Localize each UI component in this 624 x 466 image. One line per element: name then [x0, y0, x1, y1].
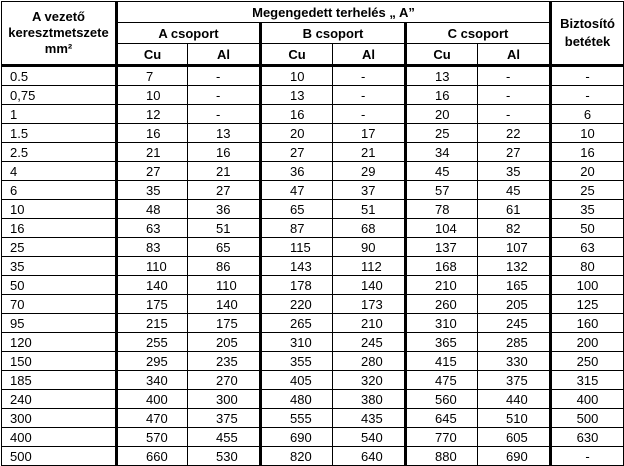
table-row [2, 143, 624, 162]
cell-cross-section: 400 [2, 428, 117, 447]
cell-a-cu: 27 [117, 162, 188, 181]
fuse-header-line1: Biztosító [560, 16, 615, 32]
cell-a-al: 270 [188, 371, 261, 390]
cell-c-al: 107 [478, 238, 551, 257]
cell-b-cu: 310 [261, 333, 333, 352]
cell-cross-section: 240 [2, 390, 117, 409]
cell-c-al: 605 [478, 428, 551, 447]
cell-c-al: 45 [478, 181, 551, 200]
cell-c-cu: 20 [406, 105, 478, 124]
cell-fuse: 400 [551, 390, 624, 409]
group-c-al-header: Al [478, 44, 551, 66]
cell-a-al: 205 [188, 333, 261, 352]
cell-cross-section: 4 [2, 162, 117, 181]
cell-a-al: 235 [188, 352, 261, 371]
cell-cross-section: 10 [2, 200, 117, 219]
cell-a-al: - [188, 86, 261, 105]
cell-b-al: - [333, 105, 406, 124]
group-a-cu-header: Cu [117, 44, 188, 66]
cell-cross-section: 150 [2, 352, 117, 371]
cell-cross-section: 185 [2, 371, 117, 390]
cell-c-cu: 57 [406, 181, 478, 200]
cell-c-cu: 880 [406, 447, 478, 466]
load-table [1, 1, 624, 466]
cell-fuse: 500 [551, 409, 624, 428]
cell-b-cu: 555 [261, 409, 333, 428]
table-row [2, 124, 624, 143]
cell-fuse: 16 [551, 143, 624, 162]
cell-c-cu: 34 [406, 143, 478, 162]
cell-c-al: - [478, 66, 551, 86]
cell-c-al: 690 [478, 447, 551, 466]
cell-b-cu: 10 [261, 66, 333, 86]
cell-a-cu: 16 [117, 124, 188, 143]
cell-cross-section: 120 [2, 333, 117, 352]
cell-b-al: 540 [333, 428, 406, 447]
group-b-al-header: Al [333, 44, 406, 66]
table-row [2, 390, 624, 409]
cell-a-al: 21 [188, 162, 261, 181]
fuse-header [551, 2, 624, 66]
cell-fuse: 630 [551, 428, 624, 447]
cell-c-al: 132 [478, 257, 551, 276]
cell-c-cu: 137 [406, 238, 478, 257]
cell-cross-section: 50 [2, 276, 117, 295]
cell-cross-section: 25 [2, 238, 117, 257]
cell-a-cu: 255 [117, 333, 188, 352]
cell-fuse: 125 [551, 295, 624, 314]
cell-c-cu: 104 [406, 219, 478, 238]
cell-a-al: 65 [188, 238, 261, 257]
cell-b-cu: 115 [261, 238, 333, 257]
table-row [2, 371, 624, 390]
cell-a-al: 175 [188, 314, 261, 333]
cell-cross-section: 1 [2, 105, 117, 124]
cell-b-al: 112 [333, 257, 406, 276]
cell-c-al: 22 [478, 124, 551, 143]
cell-cross-section: 2.5 [2, 143, 117, 162]
cell-b-cu: 27 [261, 143, 333, 162]
cell-c-al: 27 [478, 143, 551, 162]
cell-b-al: - [333, 66, 406, 86]
cross-section-unit: mm² [44, 41, 73, 57]
cell-fuse: - [551, 66, 624, 86]
cell-b-cu: 13 [261, 86, 333, 105]
cell-a-al: 110 [188, 276, 261, 295]
table-row [2, 276, 624, 295]
cell-b-al: 640 [333, 447, 406, 466]
cell-b-cu: 16 [261, 105, 333, 124]
cell-fuse: 50 [551, 219, 624, 238]
cell-c-cu: 645 [406, 409, 478, 428]
cell-c-cu: 13 [406, 66, 478, 86]
cell-fuse: 63 [551, 238, 624, 257]
fuse-header-line2: betétek [564, 34, 611, 49]
cell-b-al: 68 [333, 219, 406, 238]
cell-c-cu: 770 [406, 428, 478, 447]
cell-fuse: - [551, 86, 624, 105]
table-row [2, 66, 624, 86]
cell-c-al: - [478, 105, 551, 124]
table-row [2, 257, 624, 276]
cell-a-cu: 470 [117, 409, 188, 428]
cell-c-cu: 78 [406, 200, 478, 219]
cell-fuse: 315 [551, 371, 624, 390]
cell-b-cu: 65 [261, 200, 333, 219]
cell-c-cu: 168 [406, 257, 478, 276]
cell-b-cu: 355 [261, 352, 333, 371]
cell-fuse: 100 [551, 276, 624, 295]
cell-c-al: 82 [478, 219, 551, 238]
cell-a-al: 375 [188, 409, 261, 428]
load-title: Megengedett terhelés „ A” [117, 2, 551, 23]
cell-cross-section: 35 [2, 257, 117, 276]
cell-a-cu: 10 [117, 86, 188, 105]
group-b-cu-header: Cu [261, 44, 333, 66]
table-row [2, 200, 624, 219]
cell-a-al: 140 [188, 295, 261, 314]
cell-a-cu: 570 [117, 428, 188, 447]
cell-b-al: 210 [333, 314, 406, 333]
cell-b-al: 245 [333, 333, 406, 352]
cell-a-al: 530 [188, 447, 261, 466]
cell-b-al: 140 [333, 276, 406, 295]
group-c-header: C csoport [406, 23, 551, 44]
cell-a-al: 36 [188, 200, 261, 219]
cell-fuse: 6 [551, 105, 624, 124]
cell-b-al: 37 [333, 181, 406, 200]
cell-c-al: 285 [478, 333, 551, 352]
cell-a-cu: 63 [117, 219, 188, 238]
cell-b-cu: 480 [261, 390, 333, 409]
table-row [2, 428, 624, 447]
cell-a-al: 16 [188, 143, 261, 162]
cell-fuse: 25 [551, 181, 624, 200]
cross-section-header-line1: A vezető [32, 8, 85, 24]
cell-a-cu: 12 [117, 105, 188, 124]
cell-c-cu: 45 [406, 162, 478, 181]
table-row [2, 219, 624, 238]
cell-a-cu: 48 [117, 200, 188, 219]
cell-c-cu: 260 [406, 295, 478, 314]
cell-c-cu: 365 [406, 333, 478, 352]
table-row [2, 333, 624, 352]
cell-fuse: 160 [551, 314, 624, 333]
cell-cross-section: 70 [2, 295, 117, 314]
table-row [2, 238, 624, 257]
cell-c-al: 205 [478, 295, 551, 314]
cell-a-al: 455 [188, 428, 261, 447]
table-row [2, 181, 624, 200]
cell-cross-section: 6 [2, 181, 117, 200]
cell-b-al: 173 [333, 295, 406, 314]
group-b-header: B csoport [261, 23, 406, 44]
cell-c-al: 440 [478, 390, 551, 409]
cell-b-al: 29 [333, 162, 406, 181]
cell-c-cu: 310 [406, 314, 478, 333]
cell-a-al: - [188, 105, 261, 124]
cell-b-al: 280 [333, 352, 406, 371]
cell-a-cu: 295 [117, 352, 188, 371]
cell-a-cu: 175 [117, 295, 188, 314]
cell-a-al: 27 [188, 181, 261, 200]
cell-b-cu: 690 [261, 428, 333, 447]
cell-c-al: 245 [478, 314, 551, 333]
cell-fuse: 20 [551, 162, 624, 181]
cell-fuse: 10 [551, 124, 624, 143]
group-a-header: A csoport [117, 23, 261, 44]
group-c-cu-header: Cu [406, 44, 478, 66]
table-row [2, 352, 624, 371]
cell-a-cu: 7 [117, 66, 188, 86]
cell-b-cu: 20 [261, 124, 333, 143]
cell-cross-section: 300 [2, 409, 117, 428]
cell-b-cu: 405 [261, 371, 333, 390]
cell-b-al: 51 [333, 200, 406, 219]
cell-c-al: - [478, 86, 551, 105]
cell-c-al: 510 [478, 409, 551, 428]
cell-a-cu: 21 [117, 143, 188, 162]
table-body [2, 66, 624, 466]
cell-cross-section: 0,75 [2, 86, 117, 105]
cell-a-al: - [188, 66, 261, 86]
cell-cross-section: 16 [2, 219, 117, 238]
cell-a-cu: 35 [117, 181, 188, 200]
cell-c-al: 375 [478, 371, 551, 390]
cell-b-cu: 47 [261, 181, 333, 200]
cell-a-cu: 400 [117, 390, 188, 409]
table-row [2, 447, 624, 466]
cell-b-al: 320 [333, 371, 406, 390]
table-row [2, 409, 624, 428]
cell-cross-section: 95 [2, 314, 117, 333]
cell-cross-section: 1.5 [2, 124, 117, 143]
table-row [2, 162, 624, 181]
cell-b-cu: 265 [261, 314, 333, 333]
cell-b-cu: 87 [261, 219, 333, 238]
cell-c-cu: 475 [406, 371, 478, 390]
cell-b-al: 380 [333, 390, 406, 409]
cell-b-al: 17 [333, 124, 406, 143]
cell-fuse: - [551, 447, 624, 466]
cell-c-al: 61 [478, 200, 551, 219]
cell-b-al: 435 [333, 409, 406, 428]
cell-c-cu: 560 [406, 390, 478, 409]
cell-a-cu: 340 [117, 371, 188, 390]
table-row [2, 105, 624, 124]
cell-c-al: 165 [478, 276, 551, 295]
cell-fuse: 80 [551, 257, 624, 276]
cell-fuse: 250 [551, 352, 624, 371]
cell-c-cu: 415 [406, 352, 478, 371]
cell-a-al: 86 [188, 257, 261, 276]
cell-c-cu: 16 [406, 86, 478, 105]
cell-b-al: 21 [333, 143, 406, 162]
cell-b-cu: 220 [261, 295, 333, 314]
table-row [2, 314, 624, 333]
cell-a-al: 300 [188, 390, 261, 409]
cell-b-cu: 178 [261, 276, 333, 295]
cell-a-cu: 110 [117, 257, 188, 276]
cross-section-header [2, 2, 117, 66]
cell-b-al: - [333, 86, 406, 105]
cell-fuse: 35 [551, 200, 624, 219]
table-row [2, 295, 624, 314]
cell-b-cu: 820 [261, 447, 333, 466]
cell-cross-section: 0.5 [2, 66, 117, 86]
cell-c-cu: 25 [406, 124, 478, 143]
cell-a-cu: 215 [117, 314, 188, 333]
cell-b-al: 90 [333, 238, 406, 257]
cross-section-header-line2: keresztmetszete [8, 24, 109, 40]
cell-a-cu: 660 [117, 447, 188, 466]
table-row [2, 86, 624, 105]
group-a-al-header: Al [188, 44, 261, 66]
cell-b-cu: 143 [261, 257, 333, 276]
cell-a-cu: 83 [117, 238, 188, 257]
cell-c-al: 35 [478, 162, 551, 181]
cell-a-cu: 140 [117, 276, 188, 295]
cell-fuse: 200 [551, 333, 624, 352]
cell-c-cu: 210 [406, 276, 478, 295]
cell-a-al: 51 [188, 219, 261, 238]
cell-a-al: 13 [188, 124, 261, 143]
cell-b-cu: 36 [261, 162, 333, 181]
cell-c-al: 330 [478, 352, 551, 371]
cell-cross-section: 500 [2, 447, 117, 466]
